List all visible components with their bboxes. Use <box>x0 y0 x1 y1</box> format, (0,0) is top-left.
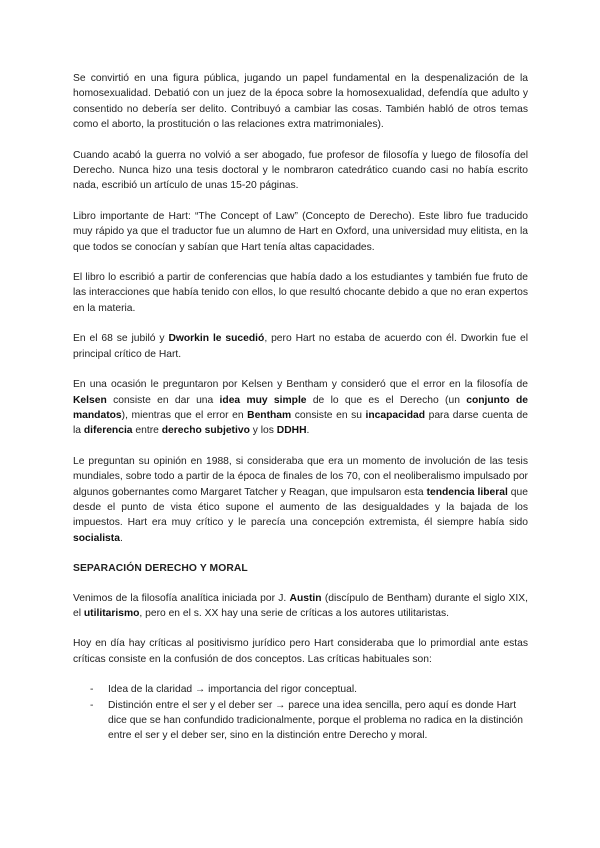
text-span: , pero Hart no estaba de acuerdo con él. Dworkin fue el principal crítico de Hart. <box>73 333 529 360</box>
text-span: . <box>119 532 123 544</box>
bold-ddhh: DDHH <box>276 425 307 437</box>
list-item-text: Idea de la claridad → importancia del rigor conceptual. <box>108 684 357 696</box>
critique-list <box>73 682 528 744</box>
paragraph-critiques: Hoy en día hay críticas al positivismo jurídico pero Hart consideraba que lo primordial ante estas críticas consiste en la confusión de dos conceptos. Las críticas habituales son: <box>73 638 528 665</box>
text-span: , pero en el s. XX hay una serie de críticas a los autores utilitaristas. <box>139 607 450 619</box>
bold-dworkin-succeeded: Dworkin le sucedió <box>168 333 265 345</box>
list-item <box>73 682 528 697</box>
bold-austin: Austin <box>289 592 322 604</box>
paragraph-retirement <box>73 331 528 362</box>
paragraph-concept-of-law: Libro importante de Hart: “The Concept of Law” (Concepto de Derecho). Este libro fue traducido muy rápido ya que el traductor fue un alumno de Hart en Oxford, una universidad muy elitista, en la que todos se conocían y sabían que Hart tenía altas capacidades. <box>73 210 528 253</box>
text-span: y los <box>249 425 277 437</box>
paragraph-analytic-philosophy <box>73 591 528 622</box>
bold-set-of-mandates: conjunto de mandatos <box>73 394 528 421</box>
bold-socialist: socialista <box>73 532 120 544</box>
text-span: En el 68 se jubiló y <box>73 333 169 345</box>
bold-utilitarianism: utilitarismo <box>83 607 140 619</box>
bold-liberal-tendency: tendencia liberal <box>426 486 508 498</box>
section-heading: SEPARACIÓN DERECHO Y MORAL <box>73 563 248 575</box>
bullet-dash: - <box>90 699 94 711</box>
bold-simple-idea: idea muy simple <box>219 394 307 406</box>
bold-subjective-right: derecho subjetivo <box>161 425 250 437</box>
text-span: entre <box>132 425 162 437</box>
bold-difference: diferencia <box>83 425 133 437</box>
paragraph-kelsen-bentham <box>73 377 528 439</box>
bold-incapacity: incapacidad <box>365 409 426 421</box>
paragraph-book-origin: El libro lo escribió a partir de conferencias que había dado a los estudiantes y también fue fruto de las interacciones que había tenido con ellos, lo que resultó chocante debido a que no eran expertos en la materia. <box>73 272 528 314</box>
paragraph-career: Cuando acabó la guerra no volvió a ser abogado, fue profesor de filosofía y luego de filosofía del Derecho. Nunca hizo una tesis doctoral y le nombraron catedrático cuando casi no había escrito nada, escribió un artículo de unas 15-20 páginas. <box>73 149 528 192</box>
text-span: de lo que es el Derecho (un <box>306 394 467 406</box>
list-item <box>73 698 528 744</box>
text-span: Le preguntan su opinión en 1988, si consideraba que era un momento de involución de las tesis mundiales, sobre todo a partir de la época de finales de los 70, con el neoliberalismo impulsado por algunos gobernantes como Margaret Tatcher y Reagan, que impulsaron esta <box>73 455 528 498</box>
text-span: . <box>306 425 310 437</box>
text-span: (discípulo de Bentham) durante el siglo XIX, el <box>73 592 528 619</box>
bold-kelsen: Kelsen <box>73 394 107 406</box>
text-span: Venimos de la filosofía analítica iniciada por J. <box>73 592 290 604</box>
list-item-text: Distinción entre el ser y el deber ser → parece una idea sencilla, pero aquí es donde Hart dice que se han confundido tradicionalmente, porque el problema no radica en la distinción entre el ser y el deber ser, sino en la distinción entre Derecho y moral. <box>108 699 524 742</box>
bullet-dash: - <box>90 684 94 696</box>
text-span: consiste en su <box>291 409 366 421</box>
text-span: consiste en dar una <box>106 394 220 406</box>
paragraph-opinion-1988 <box>73 454 528 546</box>
paragraph-public-figure: Se convirtió en una figura pública, jugando un papel fundamental en la despenalización de la homosexualidad. Debatió con un juez de la época sobre la homosexualidad, defendía que adulto y consentido no debería ser delito. Contribuyó a cambiar las cosas. También habló de otros temas como el aborto, la prostitución o las relaciones extra matrimoniales). <box>73 73 528 131</box>
bold-bentham: Bentham <box>247 409 292 421</box>
text-span: para darse cuenta de la <box>73 409 529 437</box>
text-span: ), mientras que el error en <box>121 409 248 421</box>
text-span: que desde el punto de vista ético supone el aumento de las desigualdades y la bajada de los impuestos. Hart era muy crítico y le parecía una concepción extremista, él siempre había sido <box>73 486 528 529</box>
text-span: En una ocasión le preguntaron por Kelsen y Bentham y consideró que el error en la filosofía de <box>73 379 528 391</box>
